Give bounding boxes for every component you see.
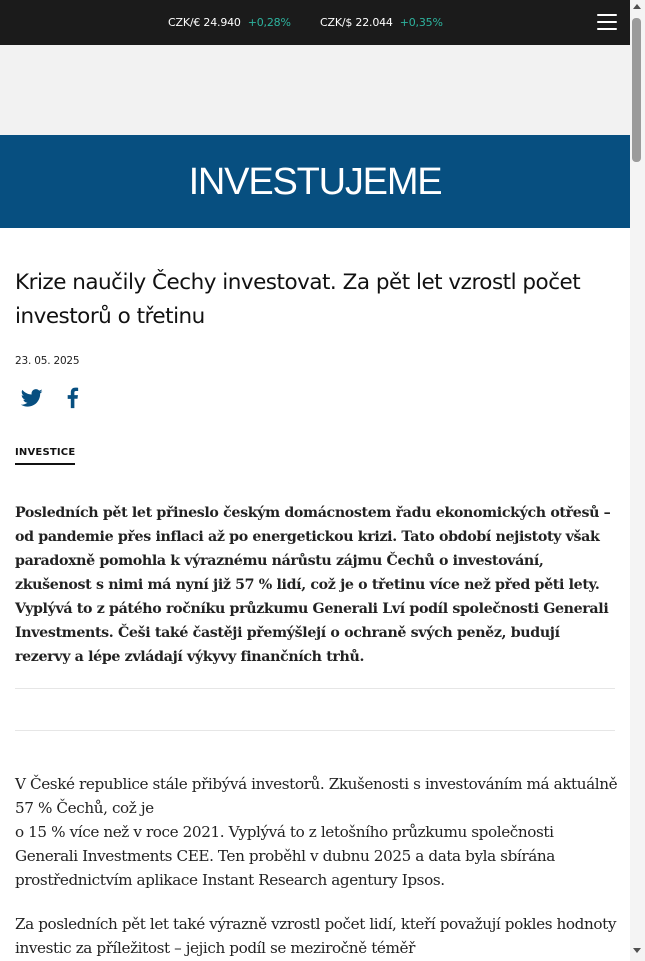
ticker-pair: CZK/€ 24.940	[168, 16, 241, 29]
twitter-icon	[21, 387, 43, 409]
menu-bar	[597, 28, 617, 30]
scroll-down-icon[interactable]	[633, 948, 641, 953]
twitter-share-button[interactable]	[21, 387, 43, 409]
menu-bar	[597, 21, 617, 23]
article-lead: Posledních pět let přineslo českým domácnostem řadu ekonomických otřesů – od pandemie přes inflaci až po energetickou krizi. Tato období nejistoty však paradoxně pomohla k výraznému nárůstu zájmu Čechů o investování, zkušenost s nimi má nyní již 57 % lidí, což je o třetinu více než před pěti lety. Vyplývá to z pátého ročníku průzkumu Generali Lví podíl společnosti Generali Investments. Češi také častěji přemýšlejí o ochraně svých peněz, budují rezervy a lépe zvládají výkyvy finančních trhů.	[15, 505, 611, 665]
article-paragraph: V České republice stále přibývá investorů. Zkušenosti s investováním má aktuálně 57 % Čechů, což je o 15 % více než v roce 2021. Vyplývá to z letošního průzkumu společnosti Generali Investments CEE. Ten proběhl v dubnu 2025 a data byla sbírána prostřednictvím aplikace Instant Research agentury Ipsos.	[15, 775, 618, 889]
scrollbar[interactable]	[630, 0, 645, 961]
menu-bar	[597, 14, 617, 16]
ticker-change: +0,28%	[247, 16, 291, 29]
ticker-change: +0,35%	[399, 16, 443, 29]
ticker-item-usd	[320, 16, 443, 29]
facebook-icon	[62, 387, 84, 409]
menu-icon[interactable]	[597, 14, 617, 30]
scroll-up-icon[interactable]	[633, 4, 641, 9]
ad-placeholder	[0, 45, 630, 135]
ticker-item-eur	[168, 16, 291, 29]
divider	[15, 688, 615, 689]
divider	[15, 730, 615, 731]
site-logo[interactable]: INVESTUJEME	[188, 161, 442, 203]
article-date: 23. 05. 2025	[15, 355, 80, 367]
category-tag[interactable]: INVESTICE	[15, 447, 75, 465]
article-paragraph: Za posledních pět let také výrazně vzrostl počet lidí, kteří považují pokles hodnoty investic za příležitost – jejich podíl se meziročně téměř	[15, 915, 616, 957]
ticker-pair: CZK/$ 22.044	[320, 16, 393, 29]
currency-ticker	[0, 0, 630, 45]
scrollbar-thumb[interactable]	[632, 18, 641, 162]
article-title: Krize naučily Čechy investovat. Za pět let vzrostl počet investorů o třetinu	[15, 270, 581, 329]
facebook-share-button[interactable]	[62, 387, 84, 409]
